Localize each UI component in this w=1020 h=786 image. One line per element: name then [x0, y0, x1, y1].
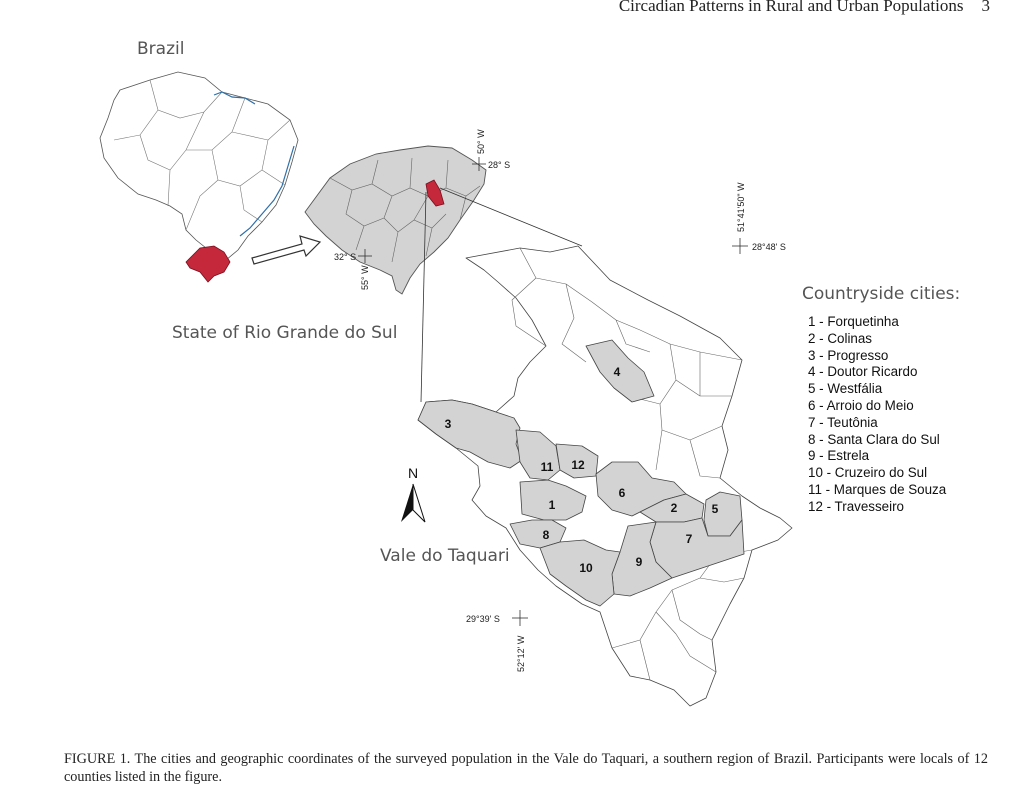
region-lat-bottom: 29°39' S [466, 614, 500, 624]
county-label-10: 10 [579, 561, 593, 575]
legend-item: 7 - Teutônia [808, 414, 878, 430]
legend-item: 9 - Estrela [808, 448, 870, 464]
legend-list [802, 314, 960, 516]
state-lat-top: 28° S [488, 160, 511, 170]
county-label-8: 8 [542, 528, 550, 542]
state-label: State of Rio Grande do Sul [172, 323, 398, 343]
vale-map [418, 246, 792, 706]
state-lon-top: 50° W [476, 129, 486, 154]
region-label: Vale do Taquari [380, 546, 510, 566]
legend-item: 10 - Cruzeiro do Sul [808, 465, 928, 481]
legend-item: 4 - Doutor Ricardo [808, 364, 918, 380]
county-label-6: 6 [618, 486, 626, 500]
legend-item: 12 - Travesseiro [808, 498, 905, 514]
region-lat-top: 28°48' S [752, 242, 786, 252]
legend-title: Countryside cities: [802, 284, 961, 304]
brazil-map [100, 72, 298, 282]
legend-item: 1 - Forquetinha [808, 314, 899, 329]
brazil-label: Brazil [137, 39, 185, 59]
legend-item: 6 - Arroio do Meio [808, 397, 914, 413]
rio-grande-do-sul-highlight [186, 246, 230, 282]
legend-item: 11 - Marques de Souza [808, 481, 947, 497]
legend-item: 2 - Colinas [808, 330, 873, 346]
county-label-9: 9 [635, 555, 643, 569]
running-title: Circadian Patterns in Rural and Urban Populations [618, 0, 964, 15]
county-label-4: 4 [613, 365, 621, 379]
state-lon-left: 55° W [360, 265, 370, 290]
legend-item: 3 - Progresso [808, 347, 889, 363]
state-map [305, 146, 486, 294]
county-label-11: 11 [540, 460, 554, 474]
legend-item: 8 - Santa Clara do Sul [808, 431, 940, 447]
north-arrow-icon [401, 484, 425, 522]
county-label-1: 1 [548, 498, 556, 512]
county-label-5: 5 [711, 502, 719, 516]
state-outline [305, 146, 486, 294]
county-label-2: 2 [670, 501, 678, 515]
state-lat-left: 32° S [334, 252, 357, 262]
page-number: 3 [981, 0, 990, 15]
legend-item: 5 - Westfália [808, 381, 883, 397]
brazil-outline [100, 72, 298, 262]
county-label-12: 12 [571, 458, 585, 472]
county-label-7: 7 [685, 532, 693, 546]
legend [802, 284, 960, 516]
county-label-3: 3 [444, 417, 452, 431]
figure-caption: FIGURE 1. The cities and geographic coordinates of the surveyed population in the Vale do Taquari, a southern region of Brazil. Participants were locals of 12 counties listed in the figure. [64, 751, 988, 786]
arrow-icon [252, 236, 320, 264]
north-label: N [407, 465, 419, 481]
region-lon-bottom: 52°12' W [516, 635, 526, 672]
region-lon-top: 51°41'50" W [736, 182, 746, 232]
